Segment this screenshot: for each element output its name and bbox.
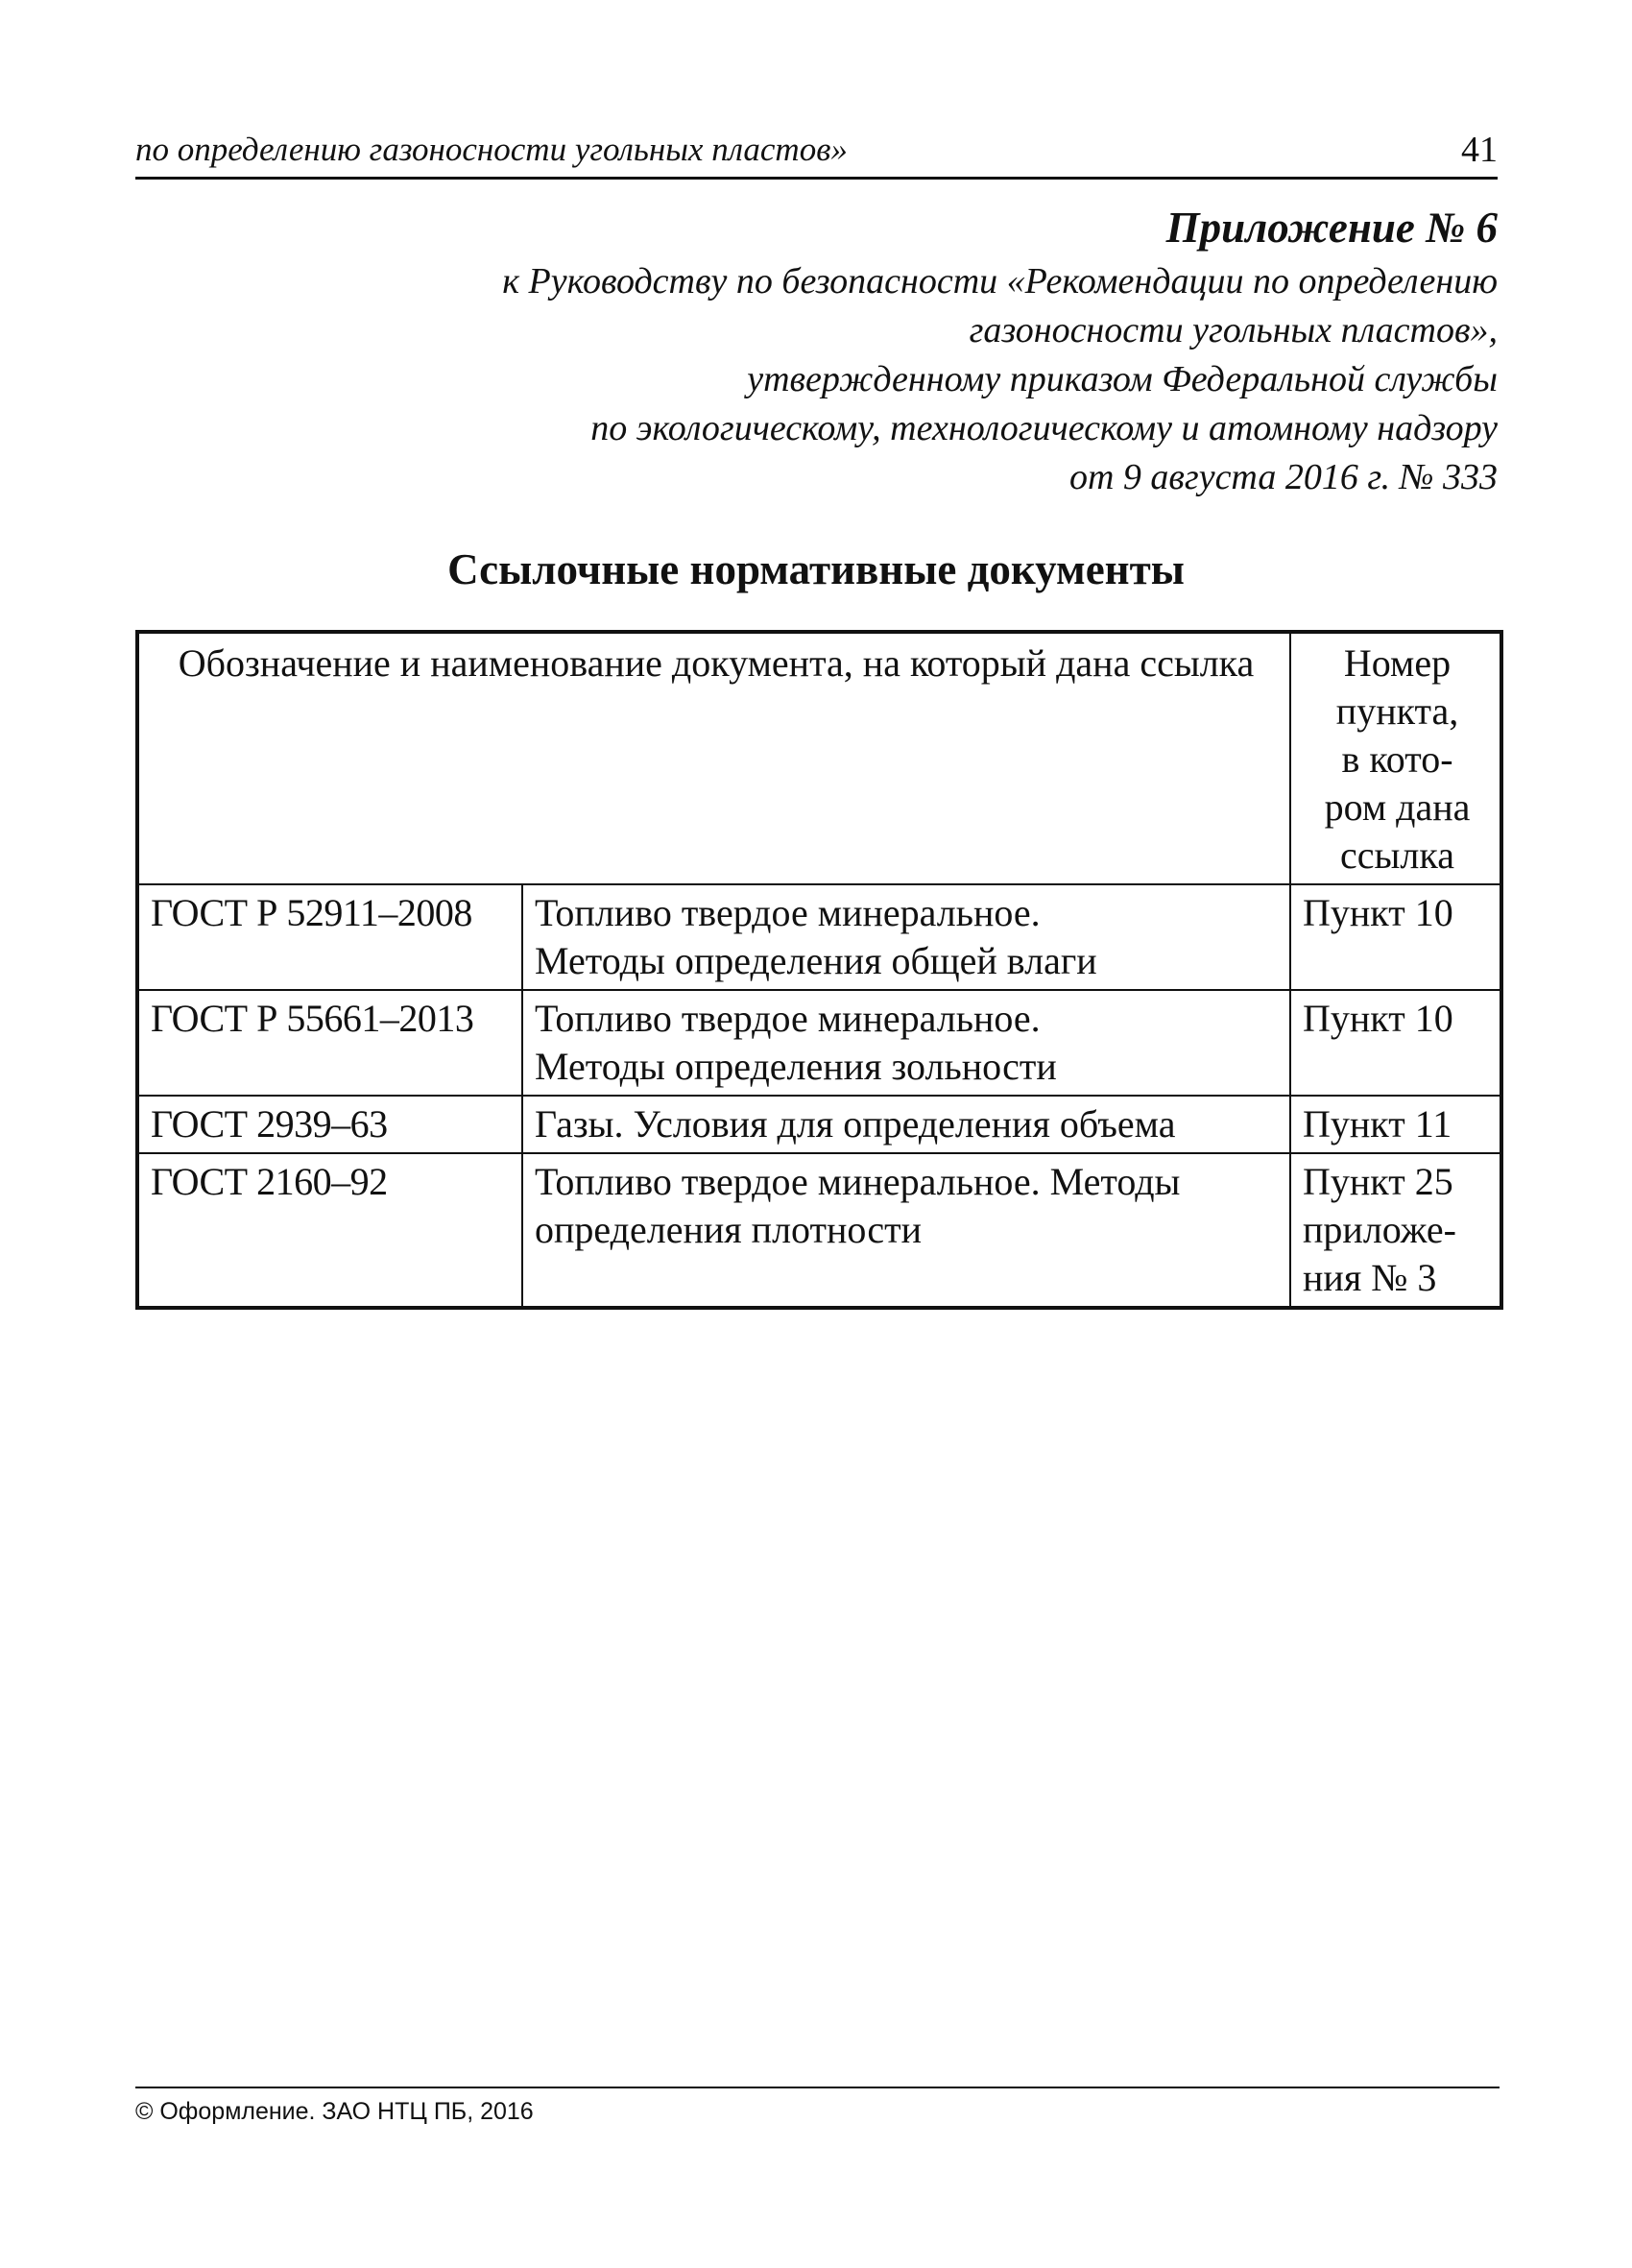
- page-number: 41: [1461, 130, 1498, 170]
- document-name-line: определения плотности: [535, 1208, 923, 1251]
- appendix-line: от 9 августа 2016 г. № 333: [1068, 457, 1498, 497]
- document-name: [522, 1153, 1290, 1308]
- header-point-line: в кото-: [1341, 737, 1453, 781]
- table-header-row: [137, 632, 1501, 884]
- table-row: [137, 1096, 1501, 1153]
- point-reference: [1290, 884, 1501, 990]
- document-name: [522, 990, 1290, 1096]
- point-line: ния № 3: [1303, 1256, 1437, 1299]
- document-code: ГОСТ Р 55661–2013: [137, 990, 522, 1096]
- page-footer: [135, 2087, 1500, 2126]
- document-name-line: Топливо твердое минеральное.: [535, 997, 1041, 1040]
- table-row: [137, 990, 1501, 1096]
- document-code: ГОСТ Р 52911–2008: [137, 884, 522, 990]
- point-reference: [1290, 1153, 1501, 1308]
- header-point: [1290, 632, 1501, 884]
- point-line: Пункт 10: [1303, 891, 1453, 934]
- document-name: [522, 1096, 1290, 1153]
- document-code: ГОСТ 2939–63: [137, 1096, 522, 1153]
- header-point-line: ром дана: [1324, 785, 1471, 829]
- appendix-line: утвержденному приказом Федеральной службы: [747, 359, 1498, 399]
- references-table: [135, 630, 1503, 1310]
- copyright-notice: © Оформление. ЗАО НТЦ ПБ, 2016: [135, 2098, 534, 2125]
- document-name-line: Газы. Условия для определения объема: [535, 1102, 1176, 1146]
- point-line: Пункт 10: [1303, 997, 1453, 1040]
- document-name-line: Методы определения зольности: [535, 1045, 1057, 1088]
- appendix-line: по экологическому, технологическому и атомному надзору: [590, 408, 1498, 448]
- table-row: [137, 884, 1501, 990]
- document-name-line: Методы определения общей влаги: [535, 939, 1097, 982]
- point-reference: [1290, 1096, 1501, 1153]
- point-line: Пункт 11: [1303, 1102, 1452, 1146]
- header-point-line: ссылка: [1340, 833, 1454, 877]
- point-line: приложе-: [1303, 1208, 1456, 1251]
- document-name: [522, 884, 1290, 990]
- point-line: Пункт 25: [1303, 1160, 1453, 1203]
- point-reference: [1290, 990, 1501, 1096]
- document-code: ГОСТ 2160–92: [137, 1153, 522, 1308]
- appendix-line: к Руководству по безопасности «Рекомендации по определению: [502, 261, 1498, 302]
- header-document: Обозначение и наименование документа, на который дана ссылка: [137, 632, 1290, 884]
- header-point-line: пункта,: [1335, 689, 1459, 733]
- table-row: [137, 1153, 1501, 1308]
- appendix-title: Приложение № 6: [1165, 204, 1498, 252]
- document-heading: Ссылочные нормативные документы: [447, 545, 1185, 593]
- header-point-line: Номер: [1343, 641, 1452, 685]
- appendix-block: [250, 200, 1498, 502]
- document-name-line: Топливо твердое минеральное. Методы: [535, 1160, 1181, 1203]
- running-title: по определению газоносности угольных пластов»: [135, 131, 848, 168]
- running-header: [135, 123, 1498, 180]
- document-name-line: Топливо твердое минеральное.: [535, 891, 1041, 934]
- appendix-line: газоносности угольных пластов»,: [969, 310, 1498, 350]
